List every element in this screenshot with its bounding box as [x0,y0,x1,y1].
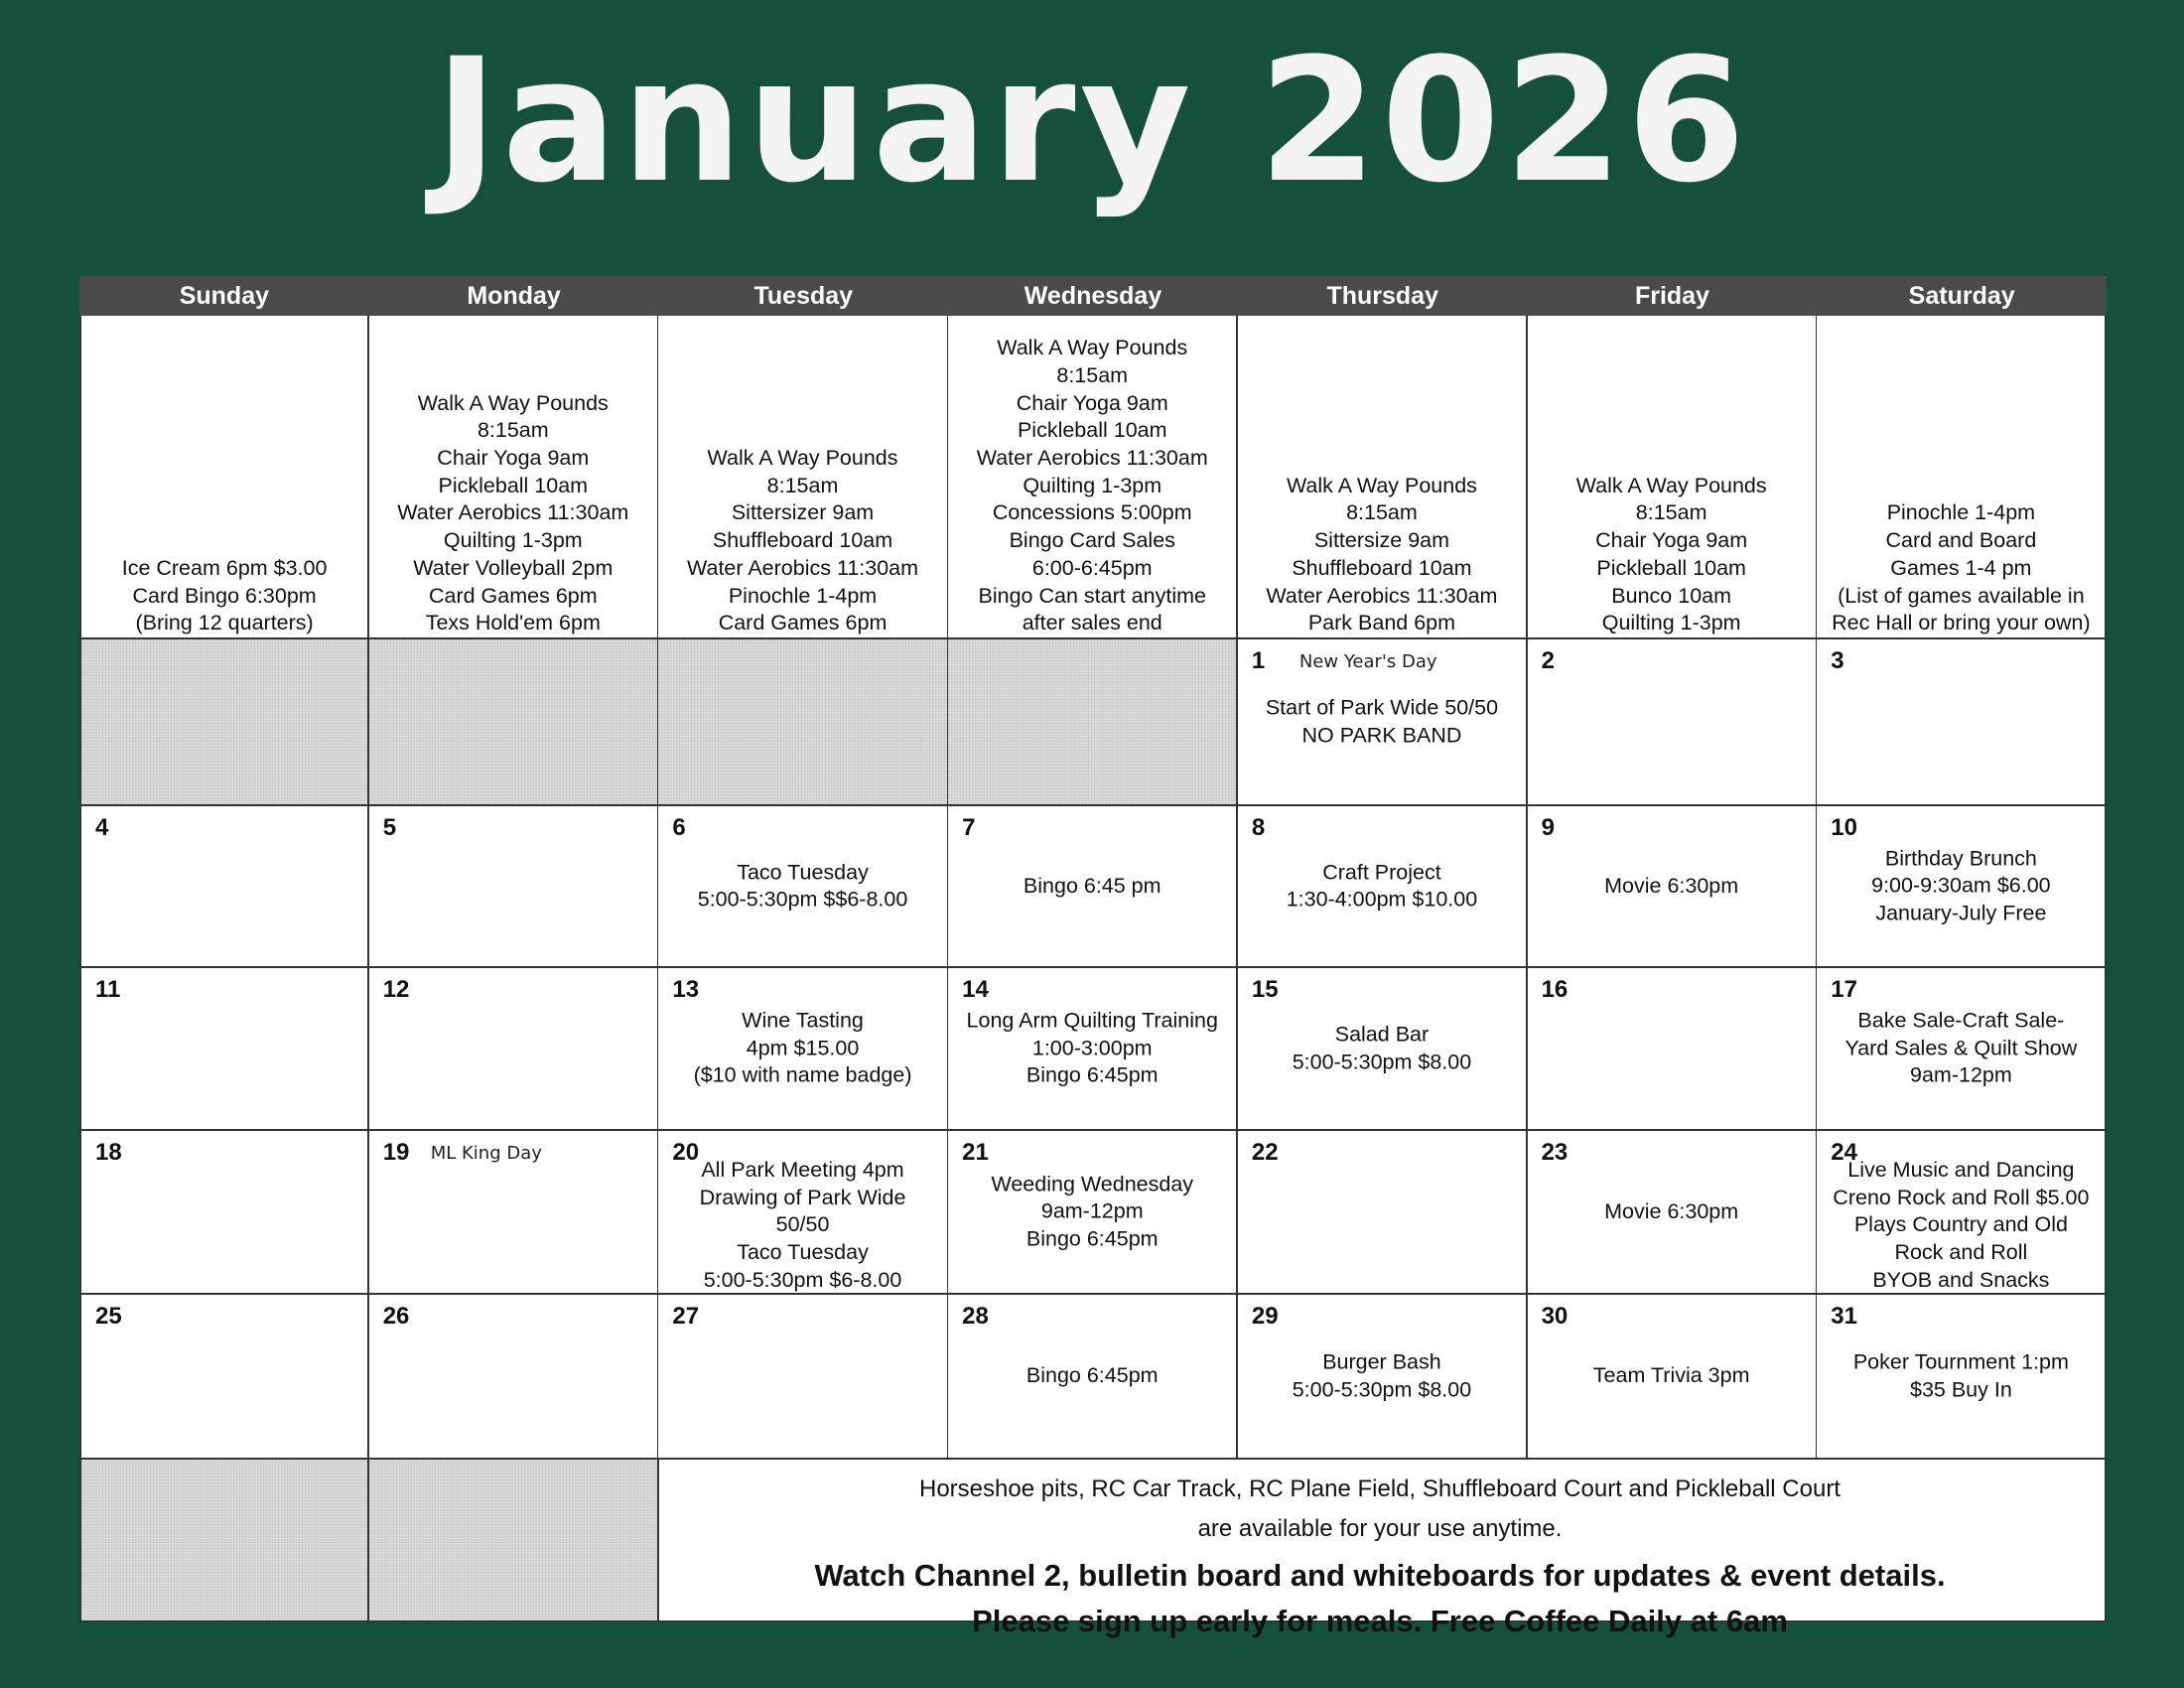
day-cell-4 [79,806,369,968]
event-line: Bunco 10am [1611,583,1732,608]
event-line: Rock and Roll [1894,1240,2028,1265]
event-line: 8:15am [766,473,839,497]
event-line: Pickleball 10am [1596,555,1746,580]
event-line: Shuffleboard 10am [1292,555,1472,580]
event-line: Team Trivia 3pm [1592,1363,1750,1388]
meals-coffee-note: Please sign up early for meals. Free Coffee Daily at 6am [972,1604,1788,1638]
day-cell-25 [79,1295,369,1460]
empty-footer-cell [369,1460,659,1622]
event-list [658,859,946,914]
event-line: Drawing of Park Wide [699,1185,906,1209]
day-number: 18 [95,1139,122,1166]
event-line: Poker Tournment 1:pm [1852,1349,2069,1374]
day-cell-14 [948,968,1238,1131]
day-number: 6 [672,814,686,841]
day-number: 8 [1251,814,1266,841]
amenities-note: Horseshoe pits, RC Car Track, RC Plane Field, Shuffleboard Court and Pickleball Court [919,1476,1841,1502]
weekly-activities-thursday [1238,316,1528,639]
event-line: 9am-12pm [1910,1062,2012,1087]
event-line: Water Aerobics 11:30am [397,500,629,525]
day-number: 10 [1831,814,1857,841]
event-line: Games 1-4 pm [1890,555,2032,580]
event-line: Long Arm Quilting Training [966,1008,1218,1033]
day-number: 9 [1541,814,1555,841]
event-line: Shuffleboard 10am [712,528,893,553]
day-number: 22 [1251,1139,1279,1166]
day-cell-12 [369,968,659,1131]
event-line: Walk A Way Pounds [707,446,898,471]
event-line: Sittersize 9am [1313,528,1450,553]
event-list [948,1007,1236,1089]
event-line: Walk A Way Pounds [417,390,609,415]
day-cell-22 [1238,1131,1528,1295]
day-number: 17 [1831,976,1857,1003]
event-line: Taco Tuesday [737,859,869,884]
calendar-footer-notes [655,1460,2107,1638]
event-list [658,445,946,637]
event-list [658,1007,946,1089]
event-list [1528,1362,1816,1390]
event-line: Movie 6:30pm [1604,1198,1739,1223]
day-cell-8 [1238,806,1528,968]
day-cell-6 [658,806,948,968]
event-line: Wine Tasting [742,1008,864,1033]
event-line: Ice Cream 6pm $3.00 [121,555,328,580]
event-list [1528,473,1816,637]
event-line: Bingo 6:45pm [1025,1363,1159,1388]
day-number: 28 [962,1303,989,1330]
day-cell-31 [1817,1295,2107,1460]
event-line: Water Aerobics 11:30am [976,446,1208,471]
weekday-header [79,276,2107,316]
day-cell-21 [948,1131,1238,1295]
event-list [1238,1348,1526,1403]
event-line: Movie 6:30pm [1604,873,1739,898]
event-line: Salad Bar [1334,1022,1430,1047]
event-line: Bingo 6:45 pm [1023,873,1161,898]
event-line: Plays Country and Old [1853,1212,2068,1237]
day-cell-26 [369,1295,659,1460]
holiday-label: New Year's Day [1298,651,1437,672]
event-line: Pickleball 10am [438,473,589,497]
event-line: Burger Bash [1322,1349,1441,1374]
event-line: 5:00-5:30pm $6-8.00 [703,1267,902,1292]
weekly-activities-monday [369,316,659,639]
day-number: 4 [95,814,109,841]
empty-footer-cell [79,1460,369,1622]
day-cell-15 [1238,968,1528,1131]
event-line: Card Games 6pm [718,611,887,635]
empty-day-cell [658,639,948,806]
weekday-wednesday: Wednesday [1024,282,1162,310]
day-number: 2 [1541,647,1555,674]
event-line: after sales end [1022,611,1162,635]
day-cell-13 [658,968,948,1131]
event-line: Quilting 1-3pm [443,528,583,553]
event-line: 1:30-4:00pm $10.00 [1286,887,1478,912]
weekly-activities-tuesday [658,316,948,639]
weekday-sunday: Sunday [179,282,269,310]
day-cell-29 [1238,1295,1528,1460]
updates-note: Watch Channel 2, bulletin board and whiteboards for updates & event details. [814,1558,1946,1593]
event-line: January-July Free [1875,901,2047,925]
event-list [1817,1007,2105,1089]
event-line: Weeding Wednesday [991,1171,1194,1196]
day-number: 7 [962,814,976,841]
day-number: 3 [1831,647,1844,674]
event-line: Bingo Can start anytime [978,583,1206,608]
event-line: Rec Hall or bring your own) [1832,611,2091,635]
event-line: 8:15am [477,418,549,443]
event-line: Walk A Way Pounds [1575,473,1767,497]
day-number: 27 [672,1303,700,1330]
event-line: 8:15am [1346,500,1418,525]
event-line: Start of Park Wide 50/50 [1265,695,1499,720]
event-line: Texs Hold'em 6pm [425,611,601,635]
event-line: All Park Meeting 4pm [701,1158,904,1182]
event-list [1238,1021,1526,1075]
event-line: BYOB and Snacks [1872,1267,2050,1292]
event-line: 50/50 [775,1212,830,1237]
event-line: Water Volleyball 2pm [413,555,614,580]
day-number: 11 [95,976,121,1003]
event-line: Park Band 6pm [1307,611,1456,635]
day-cell-7 [948,806,1238,968]
event-line: NO PARK BAND [1301,723,1462,747]
empty-day-cell [948,639,1238,806]
event-line: Bingo 6:45pm [1025,1226,1159,1251]
day-cell-23 [1528,1131,1818,1295]
weekday-thursday: Thursday [1326,282,1438,310]
day-cell-18 [79,1131,369,1295]
event-line: 5:00-5:30pm $$6-8.00 [697,887,908,912]
day-cell-9 [1528,806,1818,968]
event-line: Sittersizer 9am [731,500,875,525]
event-line: Card Bingo 6:30pm [132,583,317,608]
day-cell-10 [1817,806,2107,968]
day-cell-11 [79,968,369,1131]
event-line: Chair Yoga 9am [1016,390,1168,415]
event-line: ($10 with name badge) [693,1062,912,1087]
event-list [81,555,367,637]
event-line: $35 Buy In [1909,1377,2012,1401]
event-line: 5:00-5:30pm $8.00 [1292,1377,1472,1401]
day-cell-2 [1528,639,1818,806]
event-line: Live Music and Dancing [1847,1158,2075,1182]
holiday-label: ML King Day [430,1143,542,1164]
calendar-grid [79,276,2107,1638]
event-line: Quilting 1-3pm [1023,473,1162,497]
weekly-activities-wednesday [948,316,1238,639]
event-line: Walk A Way Pounds [997,336,1188,360]
event-line: (Bring 12 quarters) [135,611,314,635]
day-cell-17 [1817,968,2107,1131]
event-list [948,873,1236,901]
weekly-activities-friday [1528,316,1818,639]
day-number: 31 [1831,1303,1857,1330]
event-line: Craft Project [1322,859,1441,884]
event-line: 6:00-6:45pm [1031,555,1153,580]
event-line: Bingo Card Sales [1009,528,1175,553]
day-number: 21 [962,1139,989,1166]
event-line: Pinochle 1-4pm [1886,500,2036,525]
event-line: Pinochle 1-4pm [728,583,878,608]
day-number: 24 [1831,1139,1857,1166]
event-list [1817,499,2105,637]
amenities-note-cont: are available for your use anytime. [1197,1515,1563,1542]
event-line: 1:00-3:00pm [1031,1036,1153,1060]
event-line: 9:00-9:30am $6.00 [1871,873,2051,898]
event-line: 8:15am [1635,500,1707,525]
event-line: Taco Tuesday [737,1240,869,1265]
event-list [948,335,1236,637]
event-line: Water Aerobics 11:30am [1266,583,1498,608]
day-number: 29 [1251,1303,1279,1330]
event-line: Water Aerobics 11:30am [687,555,919,580]
weekday-tuesday: Tuesday [753,282,854,310]
event-line: 9am-12pm [1040,1198,1144,1223]
event-list [1817,845,2105,927]
weekday-saturday: Saturday [1908,282,2015,310]
day-number: 15 [1251,976,1279,1003]
day-cell-1 [1238,639,1528,806]
day-cell-5 [369,806,659,968]
event-list [1817,1348,2105,1403]
calendar-title: January 2026 [434,21,1750,220]
day-cell-3 [1817,639,2107,806]
event-list [1238,859,1526,914]
day-number: 19 [382,1139,410,1166]
event-line: Quilting 1-3pm [1601,611,1741,635]
day-number: 25 [95,1303,122,1330]
event-list [1817,1157,2105,1295]
day-cell-16 [1528,968,1818,1131]
day-number: 5 [382,814,397,841]
event-line: Card and Board [1885,528,2037,553]
event-line: Walk A Way Pounds [1286,473,1477,497]
empty-day-cell [369,639,659,806]
day-number: 13 [672,976,700,1003]
event-line: Yard Sales & Quilt Show [1844,1036,2078,1060]
event-list [948,1171,1236,1253]
event-list [1238,694,1526,749]
day-number: 30 [1541,1303,1569,1330]
event-line: Concessions 5:00pm [992,500,1192,525]
weekday-friday: Friday [1634,282,1709,310]
event-line: Bingo 6:45pm [1025,1062,1159,1087]
event-list [1528,873,1816,901]
event-line: Creno Rock and Roll $5.00 [1833,1185,2090,1209]
event-line: Chair Yoga 9am [1595,528,1748,553]
day-number: 20 [672,1139,700,1166]
event-list [1238,473,1526,637]
day-cell-28 [948,1295,1238,1460]
day-number: 14 [962,976,989,1003]
day-number: 23 [1541,1139,1569,1166]
weekly-activities-saturday [1817,316,2107,639]
day-cell-24 [1817,1131,2107,1295]
empty-day-cell [79,639,369,806]
event-line: 4pm $15.00 [746,1036,860,1060]
day-cell-30 [1528,1295,1818,1460]
event-list [948,1362,1236,1390]
event-list [658,1157,946,1295]
event-list [369,390,657,637]
day-cell-27 [658,1295,948,1460]
day-number: 16 [1541,976,1569,1003]
event-line: 5:00-5:30pm $8.00 [1292,1050,1472,1073]
event-line: (List of games available in [1838,583,2085,608]
event-line: Card Games 6pm [428,583,598,608]
day-cell-19 [369,1131,659,1295]
day-number: 26 [382,1303,410,1330]
event-line: Birthday Brunch [1884,845,2037,870]
event-line: Pickleball 10am [1017,418,1167,443]
weekly-activities-sunday [79,316,369,639]
event-list [1528,1198,1816,1226]
event-line: Chair Yoga 9am [437,446,590,471]
day-number: 12 [382,976,410,1003]
weekday-monday: Monday [467,282,561,310]
event-line: Bake Sale-Craft Sale- [1857,1008,2065,1033]
day-cell-20 [658,1131,948,1295]
event-line: 8:15am [1056,362,1129,387]
day-number: 1 [1251,647,1266,674]
